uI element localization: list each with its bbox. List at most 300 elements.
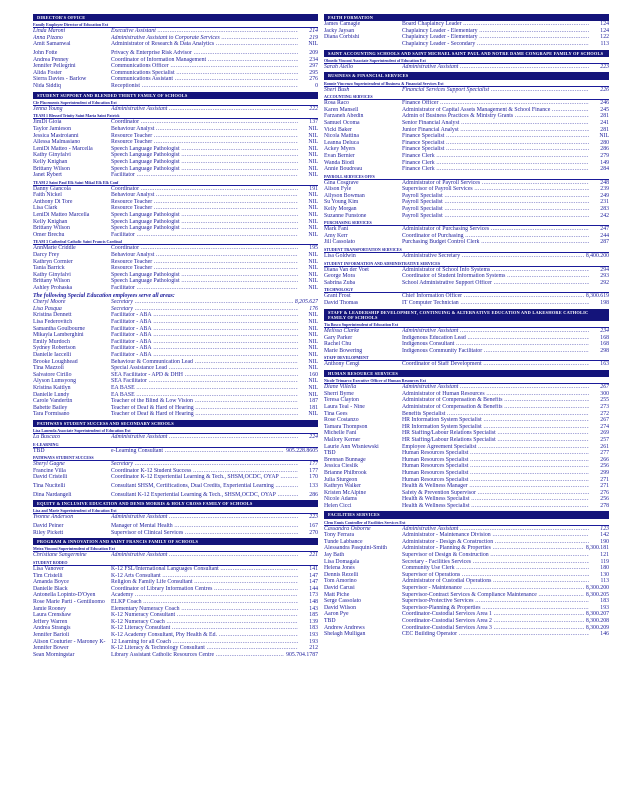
extension-number: 298 bbox=[600, 347, 609, 354]
directory-row bbox=[324, 384, 609, 391]
extension-number: 147 bbox=[309, 572, 318, 579]
extension-number: NIL bbox=[308, 378, 318, 385]
employee-name: Lisa Domagala bbox=[324, 558, 360, 565]
directory-row bbox=[33, 599, 318, 606]
employee-name: Jessica Mastroianni bbox=[33, 132, 79, 139]
job-title: Facilitator - ABA ..... bbox=[111, 345, 298, 352]
job-title: Secretary ..... bbox=[111, 461, 298, 468]
employee-name: Suzanne Funstone bbox=[324, 212, 367, 219]
directory-row bbox=[33, 306, 318, 313]
directory-row bbox=[33, 133, 318, 140]
job-title: Indigenous Education Lead ..... bbox=[402, 335, 589, 342]
directory-row bbox=[33, 312, 318, 319]
job-title: Facilitator ..... bbox=[111, 172, 298, 179]
employee-name: Samuel Ocoma bbox=[324, 119, 360, 126]
extension-number: NIL bbox=[308, 325, 318, 332]
employee-name: Lisa Pasqua bbox=[33, 305, 62, 312]
directory-row bbox=[324, 503, 609, 510]
extension-number: 226 bbox=[600, 86, 609, 93]
directory-row bbox=[33, 299, 318, 306]
job-title: Coordinator-Custodial Services Area 3 ..... bbox=[402, 625, 584, 632]
directory-row bbox=[324, 267, 609, 274]
job-title: Supervisor-Contract Services & Compliance Maintenance ..... bbox=[402, 592, 584, 599]
directory-row bbox=[324, 153, 609, 160]
employee-name: Kelly Morgan bbox=[324, 206, 357, 213]
extension-number: 139 bbox=[309, 618, 318, 625]
extension-number: 193 bbox=[600, 604, 609, 611]
directory-row bbox=[33, 461, 318, 468]
employee-name: TBD bbox=[33, 447, 45, 454]
section-header: PROGRAM & INNOVATION AND SAINT FRANCIS FAMILY OF SCHOOLS bbox=[33, 538, 318, 545]
extension-number: 248 bbox=[600, 179, 609, 186]
job-title: Resource Teacher ..... bbox=[111, 259, 298, 266]
job-title: Supervisor of Clinical Services ..... bbox=[111, 530, 298, 537]
job-title: Administrator - Maintenance Division ..... bbox=[402, 532, 589, 539]
directory-row bbox=[324, 611, 609, 618]
employee-name: Danielle Lundy bbox=[33, 391, 70, 398]
column-header: Family Employee Director of Education Ext bbox=[33, 22, 318, 28]
job-title: Facilitator ..... bbox=[111, 232, 298, 239]
column-header: TEAM 3 Cathedral Catholic Saint Francis Cardinal bbox=[33, 239, 318, 245]
employee-name: Dennis Rezelli bbox=[324, 571, 359, 578]
job-title: Board Chaplaincy Leader ..... bbox=[402, 21, 589, 28]
employee-name: Kathryn Walker bbox=[324, 483, 361, 490]
job-title: Coordinator of Library Information Centres ..... bbox=[111, 586, 298, 593]
job-title: Facilitator - ABA ..... bbox=[111, 339, 298, 346]
job-title: Coordinator of Staff Development ..... bbox=[402, 361, 589, 368]
job-title: CEC Building Operator ..... bbox=[402, 631, 589, 638]
job-title: Administrative Assistant ..... bbox=[111, 552, 298, 559]
section-header: PATHWAYS STUDENT SUCCESS AND SECONDARY SCHOOLS bbox=[33, 420, 318, 427]
employee-name: Sheryl Gagne bbox=[33, 461, 65, 468]
employee-name: Tamara Thompson bbox=[324, 423, 368, 430]
directory-row bbox=[324, 146, 609, 153]
employee-name: Laura Crenshaw bbox=[33, 612, 72, 619]
job-title: Coordinator ..... bbox=[111, 245, 298, 252]
employee-name: Allyson Bowman bbox=[324, 192, 365, 199]
job-title: Speech Language Pathologist ..... bbox=[111, 166, 298, 173]
right-column bbox=[324, 12, 609, 638]
directory-row bbox=[33, 392, 318, 399]
extension-number: 266 bbox=[600, 456, 609, 463]
employee-name: Karen Mansell bbox=[324, 106, 359, 113]
employee-name: Jay Bath bbox=[324, 552, 345, 559]
employee-name: Gary Parker bbox=[324, 334, 353, 341]
directory-row bbox=[33, 76, 318, 83]
extension-number: 255 bbox=[600, 397, 609, 404]
directory-row bbox=[33, 41, 318, 48]
employee-name: David Peiner bbox=[33, 523, 64, 530]
directory-row bbox=[324, 618, 609, 625]
employee-name: Teresa Clayton bbox=[324, 397, 359, 404]
extension-number: 278 bbox=[600, 502, 609, 509]
employee-name: Andrew Andrews bbox=[324, 624, 365, 631]
job-title: Teacher of Deaf & Hard of Hearing ..... bbox=[111, 405, 298, 412]
directory-row bbox=[33, 359, 318, 366]
column-header: STAFF DEVELOPMENT bbox=[324, 355, 609, 361]
job-title: Speech Language Pathologist ..... bbox=[111, 212, 298, 219]
job-title: Privacy & Enterprise Risk Advisor ..... bbox=[111, 50, 298, 57]
extension-number: 281 bbox=[600, 126, 609, 133]
job-title: Supervisor of Operations ..... bbox=[402, 572, 589, 579]
column-header: PAYROLL SERVICES OFFS bbox=[324, 174, 609, 180]
extension-number: 239 bbox=[600, 186, 609, 193]
employee-name: Danny Giancola bbox=[33, 185, 71, 192]
extension-number: NIL bbox=[308, 165, 318, 172]
directory-row bbox=[33, 126, 318, 133]
directory-row bbox=[33, 192, 318, 199]
job-title: 12 Learning for all Coach ..... bbox=[111, 639, 298, 646]
directory-row bbox=[33, 63, 318, 70]
directory-row bbox=[33, 326, 318, 333]
job-title: Administrative Assistant ..... bbox=[111, 434, 298, 441]
directory-row bbox=[324, 457, 609, 464]
employee-name: Tania Barrick bbox=[33, 265, 65, 272]
column-header: Ronnie Vincenzo Superintendent of Business & Financial Services Ext bbox=[324, 81, 609, 87]
directory-row bbox=[33, 159, 318, 166]
job-title: School Administrative Support Officer ..... bbox=[402, 280, 589, 287]
extension-number: NIL bbox=[308, 391, 318, 398]
job-title: Elementary Numeracy Coach ..... bbox=[111, 606, 298, 613]
employee-name: Sean Morningstar bbox=[33, 651, 75, 658]
directory-row bbox=[324, 592, 609, 599]
directory-row bbox=[33, 50, 318, 57]
directory-row bbox=[33, 278, 318, 285]
directory-row bbox=[324, 233, 609, 240]
job-title: Human Resources Specialist ..... bbox=[402, 450, 589, 457]
employee-name: Lisa Goldwin bbox=[324, 253, 356, 260]
employee-name: George Mora bbox=[324, 273, 355, 280]
directory-row bbox=[324, 490, 609, 497]
extension-number: NIL bbox=[308, 225, 318, 232]
employee-name: Amit Samanwal bbox=[33, 41, 71, 48]
employee-name: Antonella Lopinto-D'Oyen bbox=[33, 592, 96, 599]
job-title: Supervisor-Planning & Properties ..... bbox=[402, 605, 589, 612]
extension-number: NIL bbox=[308, 285, 318, 291]
directory-row bbox=[324, 341, 609, 348]
job-title: Behaviour & Communication Lead ..... bbox=[111, 359, 298, 366]
extension-number: NIL bbox=[308, 278, 318, 285]
extension-number: 231 bbox=[600, 199, 609, 206]
employee-name: TBD bbox=[324, 617, 336, 624]
job-title: ELKP Coach ..... bbox=[111, 599, 298, 606]
extension-number: 121 bbox=[600, 552, 609, 559]
directory-row bbox=[324, 41, 609, 48]
extension-number: 177 bbox=[309, 461, 318, 468]
extension-number: 299 bbox=[600, 469, 609, 476]
employee-name: Jessica Cieslik bbox=[324, 463, 358, 470]
directory-row bbox=[324, 598, 609, 605]
employee-name: Linda Maroni bbox=[33, 28, 66, 35]
employee-name: Brittany Wilson bbox=[33, 278, 70, 285]
extension-number: 247 bbox=[600, 226, 609, 233]
directory-row bbox=[33, 474, 318, 481]
job-title: Administrator - Planning & Properties ..... bbox=[402, 545, 584, 552]
directory-row bbox=[324, 213, 609, 220]
directory-row bbox=[33, 70, 318, 77]
employee-name: Brooke Loughhead bbox=[33, 358, 78, 365]
employee-name: Tim Cristelli bbox=[33, 572, 63, 579]
job-title: Communications Specialist ..... bbox=[111, 70, 298, 77]
employee-name: Alessandra Pasquini-Smith bbox=[324, 545, 387, 552]
section-note: The following Special Education employees serve all areas: bbox=[33, 292, 175, 299]
job-title: Administrator of Capital Assets Management & School Finance ..... bbox=[402, 107, 589, 114]
directory-row bbox=[33, 199, 318, 206]
employee-name: Jamie Rooney bbox=[33, 605, 67, 612]
extension-number: NIL bbox=[308, 139, 318, 146]
column-header: Clem Ennis Controller of Facilities Services Ext bbox=[324, 520, 609, 526]
job-title: Secretary ..... bbox=[111, 306, 298, 313]
extension-number: NIL bbox=[308, 192, 318, 199]
job-title: Resource Teacher ..... bbox=[111, 133, 298, 140]
employee-name: Tunde Labbance bbox=[324, 538, 363, 545]
job-title: Speech Language Pathologist ..... bbox=[111, 146, 298, 153]
employee-name: Tina Gees bbox=[324, 410, 348, 417]
job-title: HR Staffing/Labour Relations Specialist ..... bbox=[402, 430, 589, 437]
job-title: Speech Language Pathologist ..... bbox=[111, 152, 298, 159]
extension-number: 244 bbox=[600, 232, 609, 239]
directory-row bbox=[324, 424, 609, 431]
employee-name: Jill Cassolato bbox=[324, 239, 356, 246]
extension-number: NIL bbox=[308, 332, 318, 339]
directory-row bbox=[324, 545, 609, 552]
directory-row bbox=[33, 232, 318, 239]
directory-row bbox=[33, 212, 318, 219]
job-title: Administrator - Design & Construction ..... bbox=[402, 539, 589, 546]
directory-row bbox=[324, 335, 609, 342]
extension-number: 281 bbox=[600, 113, 609, 120]
job-title: Speech Language Pathologist ..... bbox=[111, 225, 298, 232]
directory-row bbox=[324, 477, 609, 484]
job-title: Administrator of Human Resources ..... bbox=[402, 391, 589, 398]
extension-number: 245 bbox=[600, 106, 609, 113]
extension-number: 270 bbox=[309, 529, 318, 536]
job-title: Facilitator - ABA ..... bbox=[111, 312, 298, 319]
job-title: Secretary - Facilities Services ..... bbox=[402, 559, 589, 566]
employee-name: Farzaneh Abedin bbox=[324, 113, 364, 120]
job-title: Finance Specialist ..... bbox=[402, 140, 589, 147]
column-header: Cfe Placements Superintendent of Education Ext bbox=[33, 100, 318, 106]
directory-row bbox=[33, 106, 318, 113]
employee-name: Diana Van der Voet bbox=[324, 266, 369, 273]
column-header: STUDENT TRANSPORTATION SERVICES bbox=[324, 247, 609, 253]
job-title: Chaplaincy Leader - Secondary ..... bbox=[402, 41, 589, 48]
extension-number: 168 bbox=[600, 334, 609, 341]
job-title: Indigenous Community Facilitator ..... bbox=[402, 348, 589, 355]
employee-name: Riley Pickett bbox=[33, 529, 64, 536]
employee-name: Faith Nickel bbox=[33, 192, 62, 199]
directory-row bbox=[324, 391, 609, 398]
directory-row bbox=[33, 573, 318, 580]
employee-name: Anthony Cengi bbox=[324, 361, 360, 368]
employee-name: Su Young Kim bbox=[324, 199, 359, 206]
column-header: TEAM 1 Blessed Trinity Saint Maria Saint Patrick bbox=[33, 113, 318, 119]
job-title: Facilitator - ABA ..... bbox=[111, 332, 298, 339]
employee-name: Jeffery Warren bbox=[33, 618, 68, 625]
directory-row bbox=[324, 532, 609, 539]
employee-name: Helen Cicci bbox=[324, 502, 352, 509]
column-header: Lisa and Marie Superintendent of Education Ext bbox=[33, 508, 318, 514]
employee-name: Annie Boudreau bbox=[324, 166, 363, 173]
extension-number: NIL bbox=[308, 231, 318, 238]
extension-number: 124 bbox=[600, 27, 609, 34]
job-title: K-12 Numeracy Consultant ..... bbox=[111, 612, 298, 619]
extension-number: 297 bbox=[309, 63, 318, 70]
job-title: Administrative Secretary ..... bbox=[402, 253, 584, 260]
directory-row bbox=[324, 239, 609, 246]
extension-number: 214 bbox=[309, 28, 318, 35]
directory-row bbox=[324, 87, 609, 94]
employee-name: Salvatore Cirillo bbox=[33, 371, 72, 378]
directory-row bbox=[33, 352, 318, 359]
directory-row bbox=[324, 199, 609, 206]
employee-name: Kathy Ginyfalvi bbox=[33, 271, 71, 278]
employee-name: David Carusi bbox=[324, 585, 355, 592]
extension-number: 209 bbox=[309, 49, 318, 56]
employee-name: David Thomas bbox=[324, 300, 359, 307]
employee-name: Allessa Malmasiano bbox=[33, 139, 81, 146]
job-title: Junior Financial Analyst ..... bbox=[402, 127, 589, 134]
directory-row bbox=[33, 119, 318, 126]
column-header: STUDENT INFORMATION AND ADMINISTRATIVE SERVICES bbox=[324, 261, 609, 267]
job-title: Finance Officer ..... bbox=[402, 100, 589, 107]
directory-row bbox=[33, 245, 318, 252]
extension-number: 234 bbox=[600, 328, 609, 335]
directory-row bbox=[33, 625, 318, 632]
employee-name: Julia Sturgeon bbox=[324, 476, 358, 483]
job-title: Facilitator - ABA ..... bbox=[111, 352, 298, 359]
extension-number: NIL bbox=[308, 365, 318, 372]
directory-row bbox=[324, 166, 609, 173]
job-title: Communications Officer ..... bbox=[111, 63, 298, 70]
directory-row bbox=[324, 328, 609, 335]
directory-row bbox=[324, 605, 609, 612]
job-title: Behaviour Analyst ..... bbox=[111, 192, 298, 199]
extension-number: 300 bbox=[600, 390, 609, 397]
extension-number: 113 bbox=[600, 40, 609, 47]
directory-row bbox=[33, 272, 318, 279]
directory-row bbox=[33, 652, 318, 659]
job-title: Finance Clerk ..... bbox=[402, 153, 589, 160]
job-title: Administrator of Purchasing Services ..... bbox=[402, 226, 589, 233]
directory-row bbox=[33, 606, 318, 613]
job-title: Administrative Assistant to Corporate Services ..... bbox=[111, 35, 298, 42]
employee-name: Helena Jones bbox=[324, 565, 355, 572]
directory-row bbox=[324, 34, 609, 41]
directory-row bbox=[33, 172, 318, 179]
directory-row bbox=[324, 417, 609, 424]
extension-number: 193 bbox=[309, 631, 318, 638]
extension-number: 191 bbox=[309, 185, 318, 192]
directory-row bbox=[324, 186, 609, 193]
extension-number: NIL bbox=[308, 158, 318, 165]
directory-row bbox=[33, 514, 318, 521]
employee-name: Leanna Deluca bbox=[324, 139, 359, 146]
employee-name: Sarah Aiello bbox=[324, 63, 354, 70]
employee-name: Jennifer Barioli bbox=[33, 631, 70, 638]
job-title: Coordinator K-12 Student Success ..... bbox=[111, 468, 298, 475]
extension-number: 195 bbox=[309, 245, 318, 252]
extension-number: 177 bbox=[309, 467, 318, 474]
directory-row bbox=[324, 483, 609, 490]
job-title: HR Information System Specialist ..... bbox=[402, 417, 589, 424]
directory-row bbox=[33, 265, 318, 272]
employee-name: Sydney Robertson bbox=[33, 345, 76, 352]
job-title: Safety & Prevention Supervisor ..... bbox=[402, 490, 589, 497]
directory-row bbox=[324, 470, 609, 477]
employee-name: Sherri Byrne bbox=[324, 390, 354, 397]
directory-row bbox=[324, 565, 609, 572]
job-title: Speech Language Pathologist ..... bbox=[111, 272, 298, 279]
extension-number: NIL bbox=[308, 205, 318, 212]
job-title: Facilitator - ABA ..... bbox=[111, 319, 298, 326]
extension-number: NIL bbox=[308, 258, 318, 265]
job-title: Coordinator of Student Information Systems ..... bbox=[402, 273, 589, 280]
job-title: Behaviour Analyst ..... bbox=[111, 126, 298, 133]
column-header: Nicole Trimarco Executive Officer of Human Resources Ext bbox=[324, 378, 609, 384]
employee-name: Rosa Raco bbox=[324, 100, 349, 107]
employee-name: Carole Vandertin bbox=[33, 398, 73, 405]
employee-name bbox=[324, 41, 402, 48]
directory-row bbox=[324, 133, 609, 140]
directory-row bbox=[33, 365, 318, 372]
extension-number: 256 bbox=[600, 463, 609, 470]
employee-name: Brittany Wilson bbox=[33, 165, 70, 172]
extension-number: 905.704.1787 bbox=[286, 651, 318, 658]
extension-number: NIL bbox=[308, 345, 318, 352]
extension-number: 269 bbox=[600, 430, 609, 437]
extension-number: 293 bbox=[600, 273, 609, 280]
job-title: Human Resources Specialist ..... bbox=[402, 470, 589, 477]
extension-number: 133 bbox=[309, 483, 318, 490]
employee-name: Kathy Ginyfalvi bbox=[33, 152, 71, 159]
job-title: K-12 Academy Consultant, Phy Health & Ed. ..... bbox=[111, 632, 298, 639]
employee-name: Lisa Federovitch bbox=[33, 318, 73, 325]
employee-name: TBD bbox=[324, 450, 336, 457]
job-title: Academy ..... bbox=[111, 592, 298, 599]
employee-name: Cassandra Osborne bbox=[324, 525, 371, 532]
extension-number: 0 bbox=[315, 82, 318, 89]
directory-row bbox=[324, 193, 609, 200]
extension-number: 8,300.208 bbox=[585, 617, 609, 624]
directory-row bbox=[324, 397, 609, 404]
directory-row bbox=[324, 539, 609, 546]
directory-row bbox=[324, 404, 609, 411]
employee-name: Danielle Black bbox=[33, 585, 68, 592]
extension-number: 143 bbox=[309, 605, 318, 612]
employee-name: Jennifer Bower bbox=[33, 645, 69, 652]
extension-number: 294 bbox=[600, 266, 609, 273]
job-title: Health & Wellness Specialist ..... bbox=[402, 503, 589, 510]
directory-row bbox=[33, 166, 318, 173]
extension-number: 173 bbox=[309, 592, 318, 599]
extension-number: 280 bbox=[600, 139, 609, 146]
job-title: EA BASE ..... bbox=[111, 392, 298, 399]
extension-number: 271 bbox=[600, 476, 609, 483]
job-title: Financial Services Support Specialist ..... bbox=[402, 87, 589, 94]
job-title: Administrative Assistant ..... bbox=[111, 106, 298, 113]
job-title: EA BASE ..... bbox=[111, 385, 298, 392]
column-header: TEAM 2 Saint Paul Elk Saint Mikal Elk Elk Conf bbox=[33, 180, 318, 186]
employee-name: Babette Bailey bbox=[33, 404, 68, 411]
employee-name: David Wilson bbox=[324, 604, 357, 611]
directory-row bbox=[33, 385, 318, 392]
employee-name: Kathryn Cormier bbox=[33, 258, 73, 265]
employee-name: Kelly Knighan bbox=[33, 158, 68, 165]
directory-row bbox=[324, 293, 609, 300]
job-title: Payroll Specialist ..... bbox=[402, 193, 589, 200]
directory-row bbox=[324, 300, 609, 307]
